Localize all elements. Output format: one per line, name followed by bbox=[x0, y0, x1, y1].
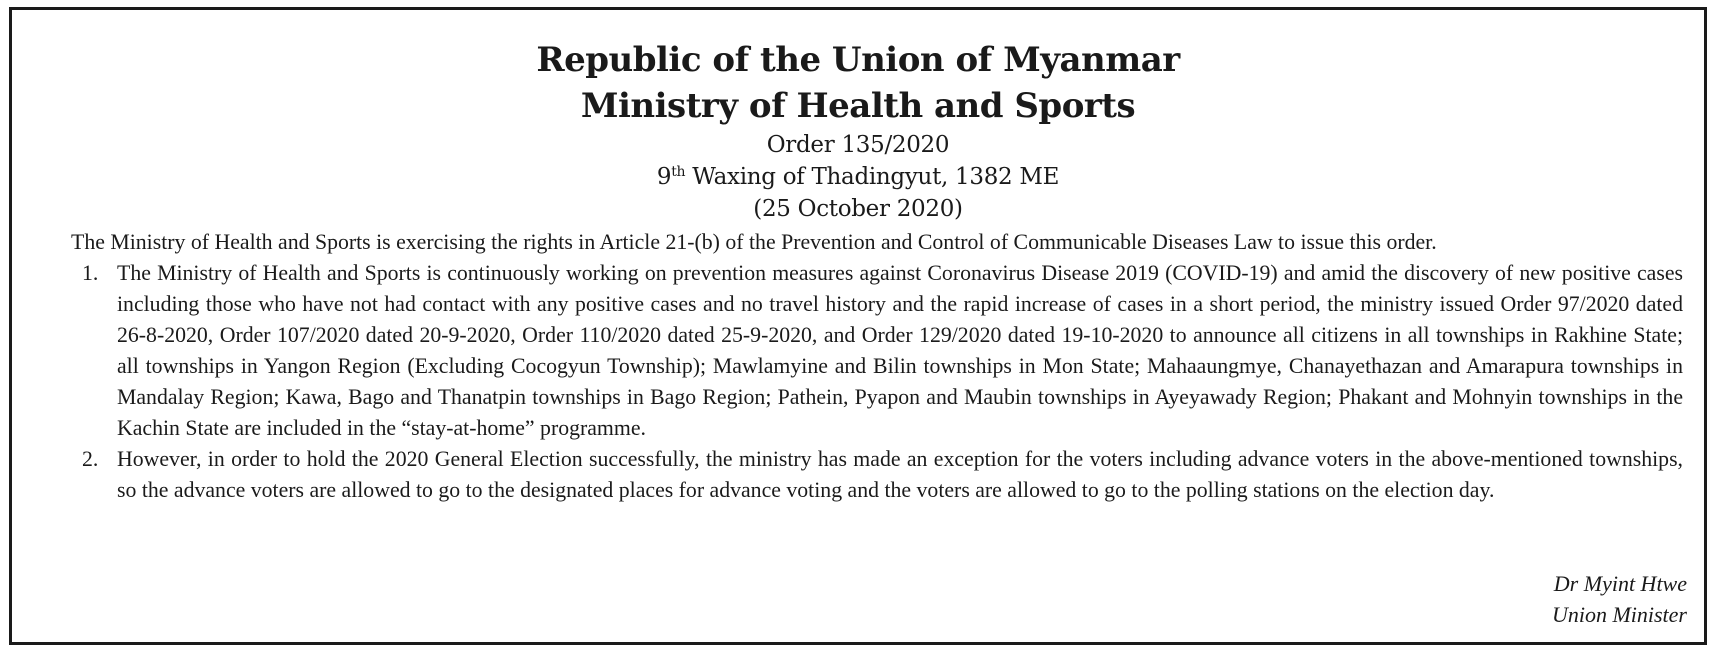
intro-paragraph: The Ministry of Health and Sports is exercising the rights in Article 21-(b) of the Prevention and Control of Communicable Diseases Law to issue this order. bbox=[71, 230, 1437, 254]
country-title: Republic of the Union of Myanmar bbox=[536, 40, 1180, 80]
document-body bbox=[71, 227, 1683, 506]
date-ordinal: th bbox=[671, 164, 686, 180]
myanmar-date bbox=[12, 161, 1704, 193]
signature-block bbox=[1552, 568, 1687, 630]
document-header bbox=[12, 37, 1704, 225]
date-day: 9 bbox=[656, 164, 672, 190]
signatory-title: Union Minister bbox=[1551, 602, 1687, 627]
item-number: 1. bbox=[82, 261, 99, 285]
numbered-item bbox=[71, 258, 1683, 444]
numbered-item bbox=[71, 444, 1683, 506]
ministry-title: Ministry of Health and Sports bbox=[580, 86, 1136, 126]
item-text: However, in order to hold the 2020 General Election successfully, the ministry has made an exception for the voters including advance voters in the above-mentioned townships, so the advance voters are allowed to go to the designated places for advance voting and the voters are allowed to go to the polling stations on the election day. bbox=[117, 447, 1683, 502]
gregorian-date: (25 October 2020) bbox=[753, 196, 963, 222]
order-number: Order 135/2020 bbox=[766, 132, 950, 158]
item-text: The Ministry of Health and Sports is continuously working on prevention measures against Coronavirus Disease 2019 (COVID-19) and amid the discovery of new positive cases including those who have not had contact with any positive cases and no travel history and the rapid increase of cases in a short period, the ministry issued Order 97/2020 dated 26-8-2020, Order 107/2020 dated 20-9-2020, Order 110/2020 dated 25-9-2020, and Order 129/2020 dated 19-10-2020 to announce all citizens in all townships in Rakhine State; all townships in Yangon Region (Excluding Cocogyun Township); Mawlamyine and Bilin townships in Mon State; Mahaaungmye, Chanayethazan and Amarapura townships in Mandalay Region; Kawa, Bago and Thanatpin townships in Bago Region; Pathein, Pyapon and Maubin townships in Ayeyawady Region; Phakant and Mohnyin townships in the Kachin State are included in the “stay-at-home” programme. bbox=[117, 261, 1683, 440]
item-number: 2. bbox=[82, 447, 99, 471]
signatory-name: Dr Myint Htwe bbox=[1553, 571, 1687, 596]
date-month-year: Waxing of Thadingyut, 1382 ME bbox=[685, 164, 1060, 190]
